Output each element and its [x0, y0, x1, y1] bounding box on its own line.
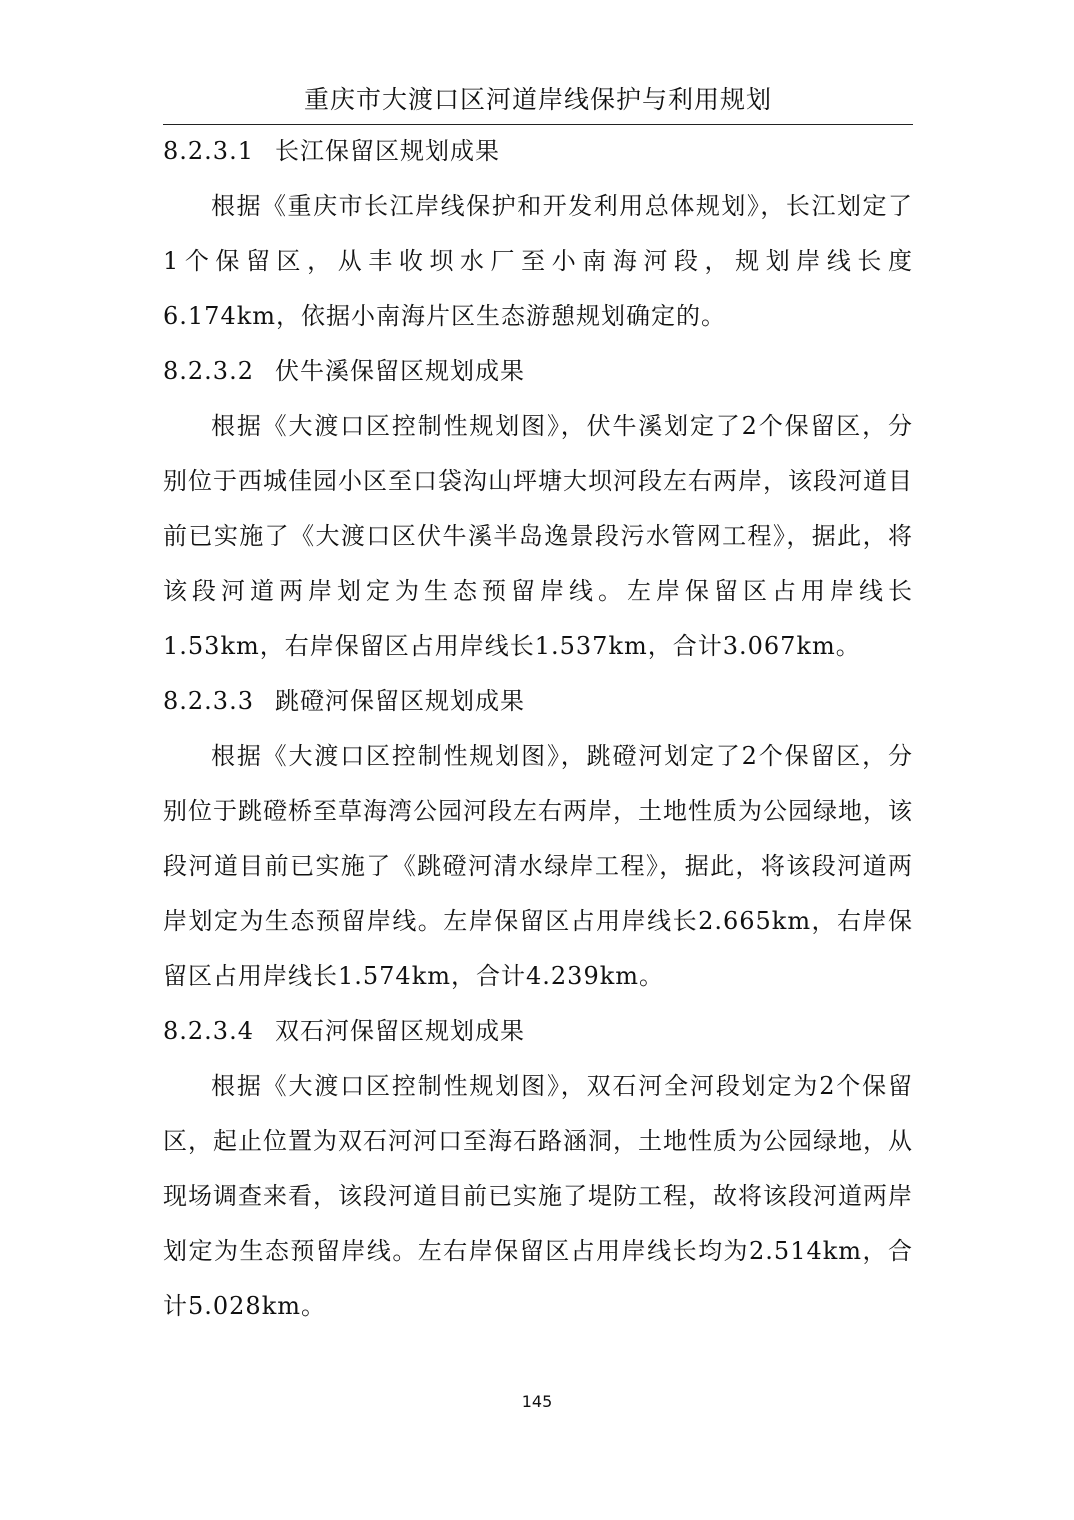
section-paragraph: 根据《大渡口区控制性规划图》，双石河全河段划定为2个保留区，起止位置为双石河河口至海石路涵洞，土地性质为公园绿地，从现场调查来看，该段河道目前已实施了堤防工程，故将该段河道两岸划定为生态预留岸线。左右岸保留区占用岸线长均为2.514km，合计5.028km。 [163, 1072, 913, 1320]
section-number: 8.2.3.2 [163, 357, 254, 385]
section-8-2-3-4 [163, 1004, 913, 1334]
section-number: 8.2.3.4 [163, 1017, 254, 1045]
running-header: 重庆市大渡口区河道岸线保护与利用规划 [303, 85, 772, 114]
section-title: 双石河保留区规划成果 [275, 1017, 525, 1045]
page-number: 145 [521, 1392, 553, 1411]
section-paragraph: 根据《重庆市长江岸线保护和开发利用总体规划》，长江划定了1个保留区，从丰收坝水厂至小南海河段，规划岸线长度6.174km，依据小南海片区生态游憩规划确定的。 [163, 192, 913, 330]
section-heading [163, 344, 913, 399]
section-number: 8.2.3.1 [163, 137, 254, 165]
section-heading [163, 124, 913, 179]
section-heading [163, 674, 913, 729]
document-body [163, 124, 913, 1334]
section-paragraph: 根据《大渡口区控制性规划图》，跳磴河划定了2个保留区，分别位于跳磴桥至草海湾公园河段左右两岸，土地性质为公园绿地，该段河道目前已实施了《跳磴河清水绿岸工程》，据此，将该段河道两岸划定为生态预留岸线。左岸保留区占用岸线长2.665km，右岸保留区占用岸线长1.574km，合计4.239km。 [163, 742, 913, 990]
section-8-2-3-3 [163, 674, 913, 1004]
section-paragraph: 根据《大渡口区控制性规划图》，伏牛溪划定了2个保留区，分别位于西城佳园小区至口袋沟山坪塘大坝河段左右两岸，该段河道目前已实施了《大渡口区伏牛溪半岛逸景段污水管网工程》，据此，将该段河道两岸划定为生态预留岸线。左岸保留区占用岸线长1.53km，右岸保留区占用岸线长1.537km，合计3.067km。 [163, 412, 913, 660]
section-heading [163, 1004, 913, 1059]
section-title: 长江保留区规划成果 [275, 137, 500, 165]
section-title: 跳磴河保留区规划成果 [275, 687, 525, 715]
section-8-2-3-1 [163, 124, 913, 344]
section-title: 伏牛溪保留区规划成果 [275, 357, 525, 385]
section-8-2-3-2 [163, 344, 913, 674]
section-number: 8.2.3.3 [163, 687, 254, 715]
